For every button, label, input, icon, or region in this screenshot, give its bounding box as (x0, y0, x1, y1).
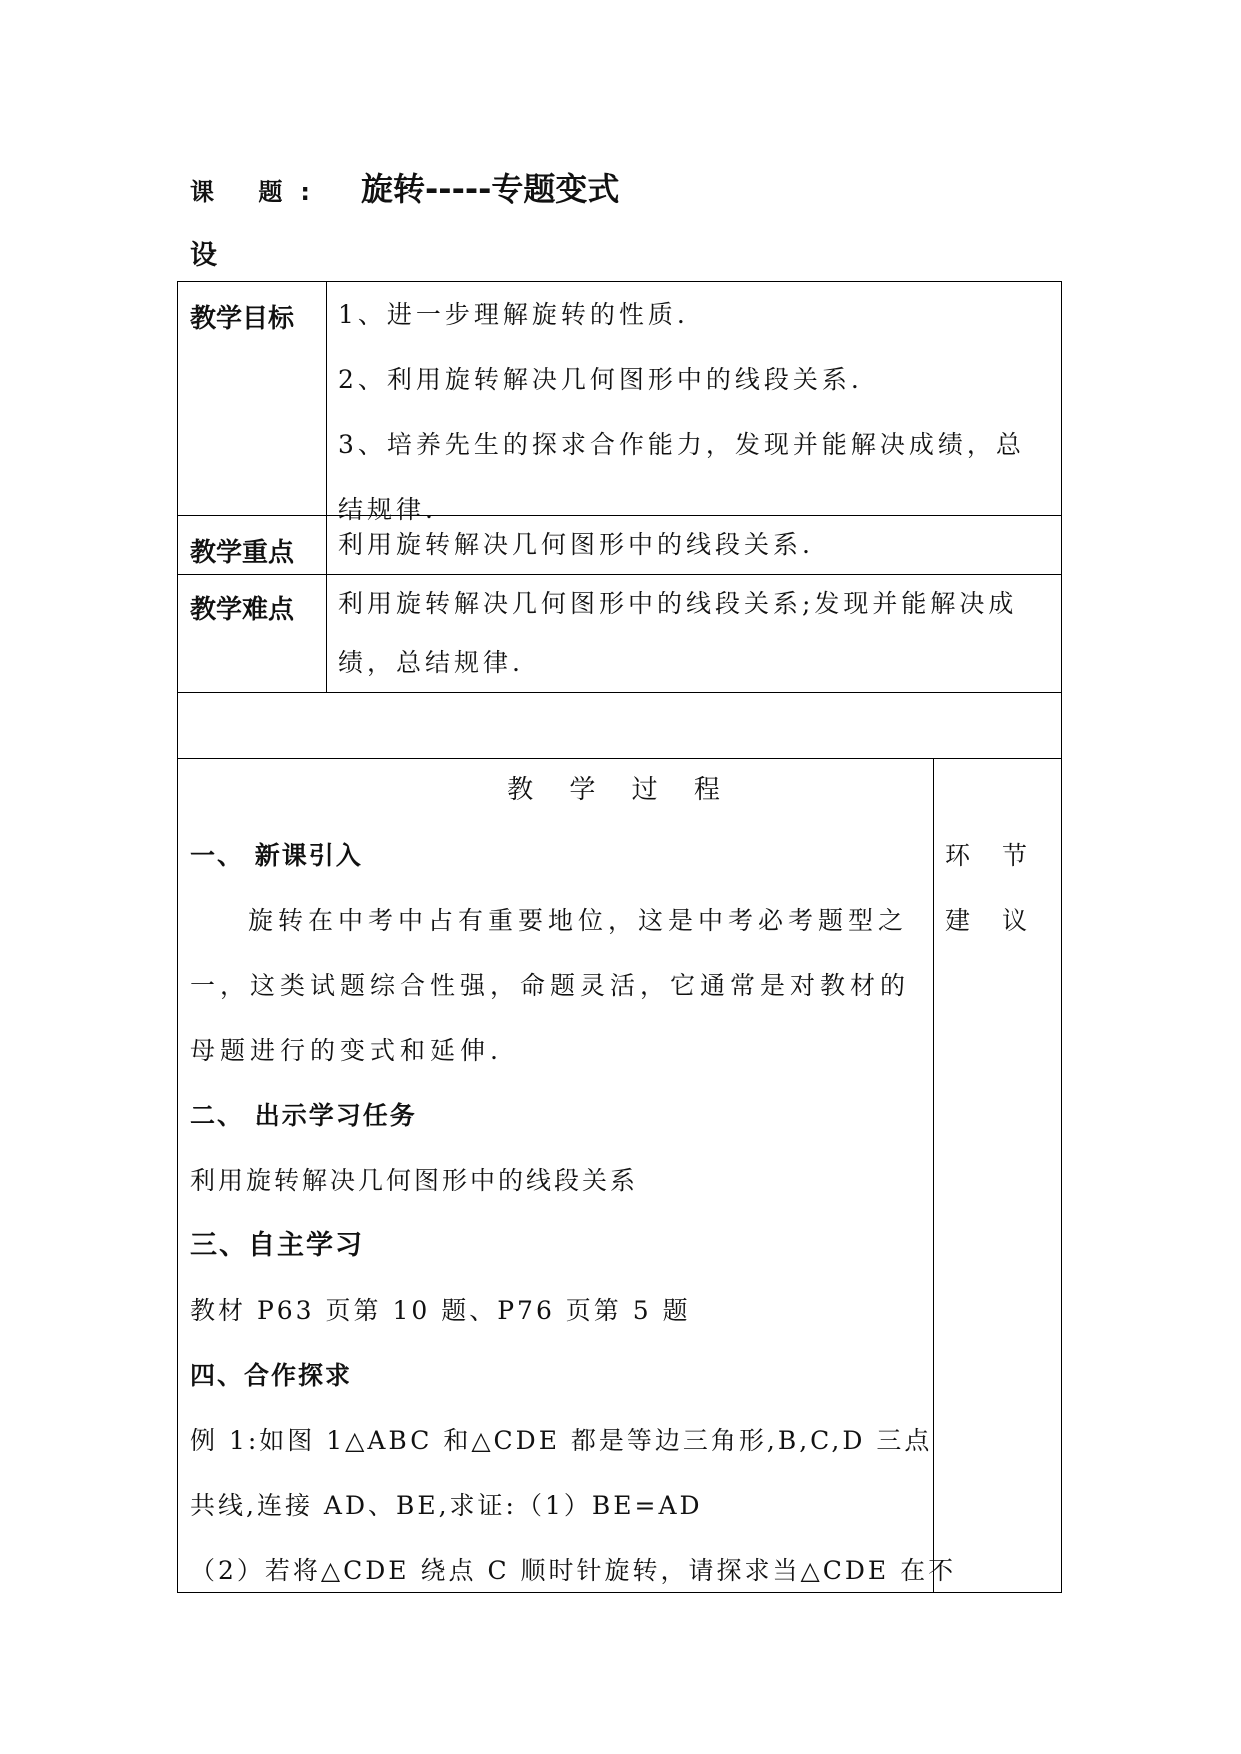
difficulty-text: 利用旋转解决几何图形中的线段关系;发现并能解决成绩，总结规律. (338, 589, 1018, 677)
key-point-label: 教学重点 (190, 538, 295, 568)
goals-content (338, 282, 1053, 542)
example-line: 共线,连接 AD、BE,求证:（1）BE=AD (190, 1491, 703, 1520)
side-note: 环 节 建 议 (945, 841, 1039, 935)
key-point-text: 利用旋转解决几何图形中的线段关系. (338, 530, 814, 559)
goals-label: 教学目标 (190, 304, 295, 334)
side-column-divider (933, 758, 934, 1592)
section-body: 教材 P63 页第 10 题、P76 页第 5 题 (190, 1296, 691, 1325)
section-heading: 二、 出示学习任务 (190, 1101, 417, 1130)
topic-label-text: 课 题 (190, 178, 301, 206)
section-body: 旋转在中考中占有重要地位，这是中考必考题型之一，这类试题综合性强，命题灵活，它通常是对教材的母题进行的变式和延伸. (190, 906, 911, 1065)
goal-item: 1、进一步理解旋转的性质. (338, 300, 689, 329)
goal-item: 2、利用旋转解决几何图形中的线段关系. (338, 365, 863, 394)
course-topic-label (190, 172, 310, 207)
section-body: 利用旋转解决几何图形中的线段关系 (190, 1166, 639, 1195)
lesson-plan-table (177, 281, 1062, 1593)
section-heading: 三、自主学习 (190, 1230, 364, 1261)
design-label: 设 (190, 240, 217, 271)
difficulty-label: 教学难点 (190, 595, 295, 625)
course-title: 旋转-----专题变式 (361, 170, 620, 208)
label-column-divider (326, 282, 327, 692)
section-heading: 一、 新课引入 (190, 841, 363, 870)
example-line: 例 1:如图 1△ABC 和△CDE 都是等边三角形,B,C,D 三点 (190, 1426, 933, 1455)
process-title: 教 学 过 程 (507, 775, 734, 805)
section-heading: 四、合作探求 (190, 1361, 353, 1390)
goal-item: 3、培养先生的探求合作能力，发现并能解决成绩，总结规律. (338, 430, 1025, 524)
process-content (190, 823, 957, 1603)
row-divider (178, 692, 1061, 693)
example-line: （2）若将△CDE 绕点 C 顺时针旋转，请探求当△CDE 在不 (190, 1556, 957, 1585)
topic-label-colon: : (300, 178, 310, 206)
